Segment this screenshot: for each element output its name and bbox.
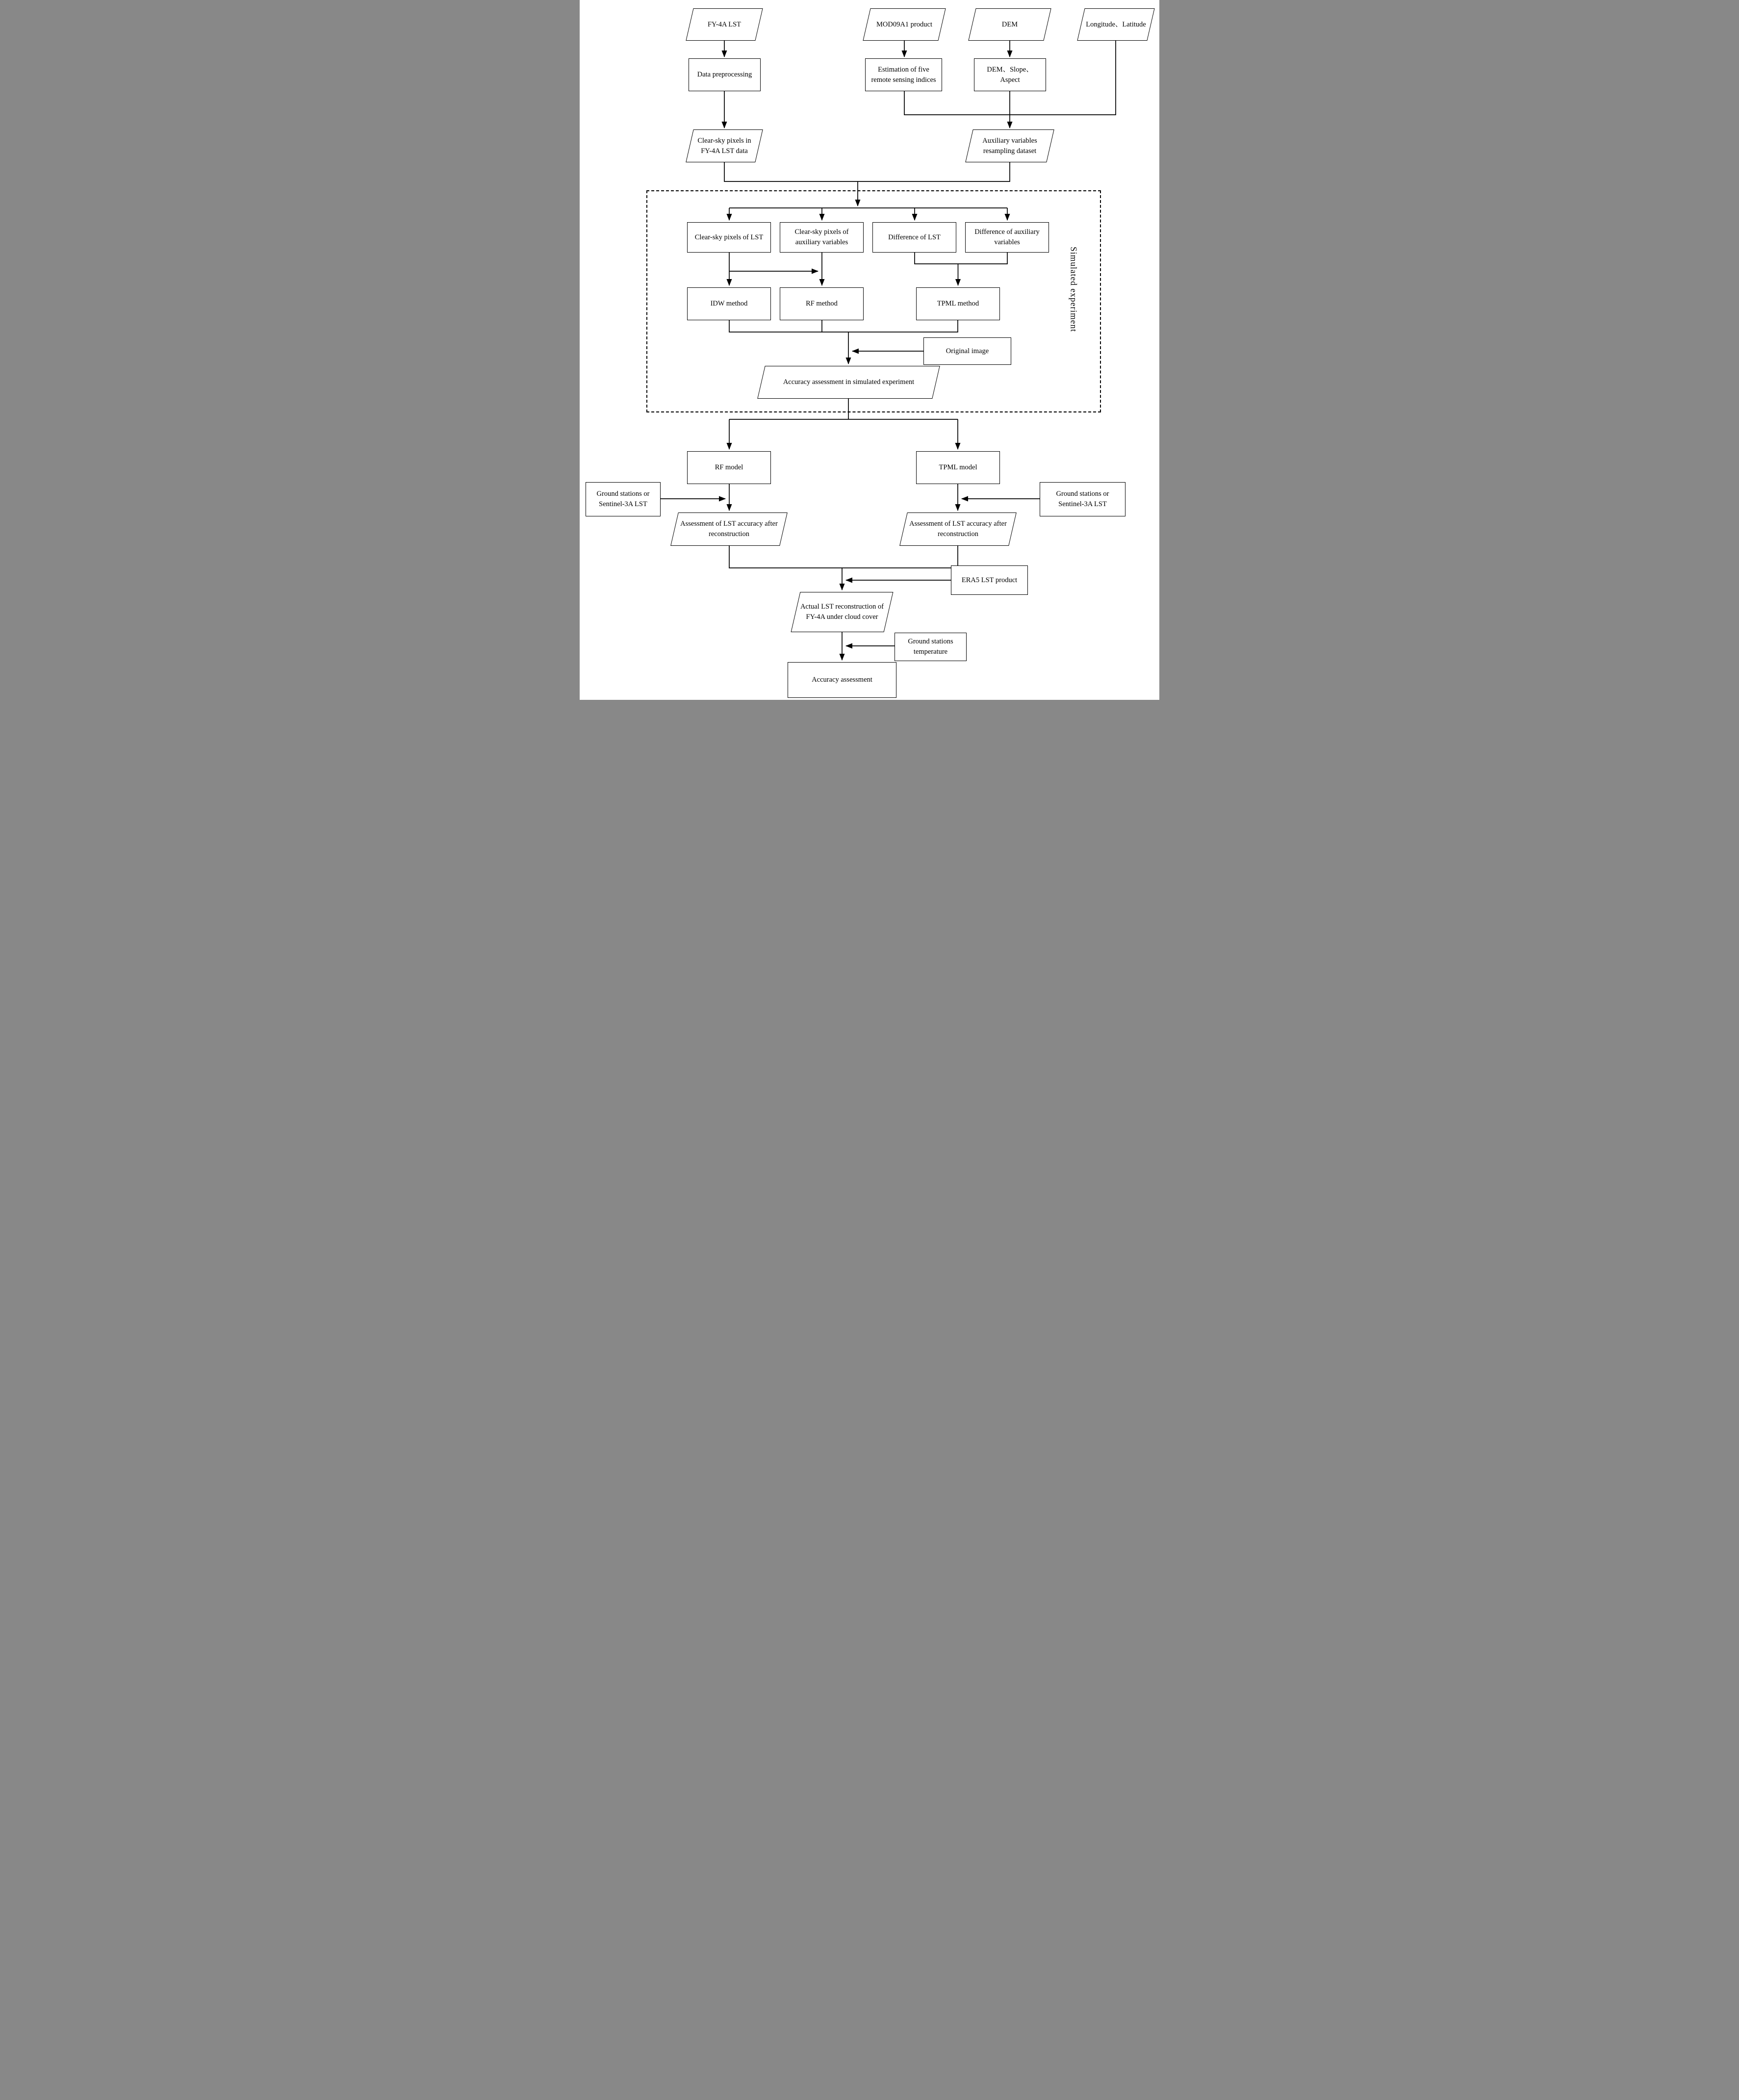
original-image-label: Original image — [946, 347, 989, 355]
auxiliary-resampling-label: Auxiliary variables resampling dataset — [982, 136, 1037, 155]
dem-slope-aspect — [974, 58, 1046, 91]
clear-sky-lst-label: Clear-sky pixels of LST — [694, 233, 764, 241]
estimation-indices — [865, 58, 942, 91]
ground-stations-left — [586, 482, 661, 516]
clear-sky-aux — [780, 222, 864, 253]
tpml-model — [916, 451, 1000, 484]
ground-temperature — [895, 633, 967, 661]
mod09a1-product-label: MOD09A1 product — [876, 20, 932, 28]
longitude-latitude-label: Longitude、Latitude — [1086, 20, 1146, 28]
simulated-experiment-label — [1064, 234, 1083, 344]
accuracy-simulated-label: Accuracy assessment in simulated experiment — [783, 378, 915, 386]
ground-stations-right — [1040, 482, 1125, 516]
data-preprocessing-label: Data preprocessing — [697, 71, 752, 79]
dem-label: DEM — [1001, 20, 1018, 28]
era5-product-label: ERA5 LST product — [961, 576, 1018, 584]
accuracy-assessment-label: Accuracy assessment — [812, 676, 872, 684]
rf-model-label: RF model — [715, 463, 743, 472]
assessment-right — [903, 512, 1013, 546]
accuracy-simulated — [761, 366, 936, 399]
tpml-model-label: TPML model — [939, 463, 977, 472]
rf-method — [780, 287, 864, 320]
mod09a1-product — [867, 8, 942, 41]
difference-lst — [872, 222, 956, 253]
ground-temperature-label: Ground stations temperature — [908, 638, 953, 656]
assessment-left-label: Assessment of LST accuracy after reconstruction — [680, 520, 778, 538]
rf-method-label: RF method — [806, 300, 838, 308]
rf-model — [687, 451, 771, 484]
data-preprocessing — [689, 58, 761, 91]
ground-stations-left-label: Ground stations or Sentinel-3A LST — [596, 490, 650, 508]
actual-reconstruction — [795, 592, 889, 632]
tpml-method — [916, 287, 1000, 320]
flowchart-canvas — [580, 0, 1159, 700]
estimation-indices-label: Estimation of five remote sensing indices — [871, 65, 936, 84]
assessment-left — [674, 512, 784, 546]
clear-sky-aux-label: Clear-sky pixels of auxiliary variables — [794, 228, 849, 246]
longitude-latitude — [1081, 8, 1151, 41]
auxiliary-resampling — [969, 129, 1050, 162]
era5-product — [951, 565, 1028, 595]
fy4a-lst-label: FY-4A LST — [707, 20, 742, 28]
clear-sky-lst — [687, 222, 771, 253]
idw-method-label: IDW method — [710, 300, 748, 308]
difference-aux-label: Difference of auxiliary variables — [974, 228, 1040, 246]
assessment-right-label: Assessment of LST accuracy after reconstruction — [909, 520, 1007, 538]
dem-slope-aspect-label: DEM、Slope、Aspect — [987, 65, 1033, 84]
difference-lst-label: Difference of LST — [888, 233, 941, 241]
original-image — [923, 337, 1011, 365]
difference-aux — [965, 222, 1049, 253]
clear-sky-fy4a-label: Clear-sky pixels in FY-4A LST data — [697, 136, 751, 155]
actual-reconstruction-label: Actual LST reconstruction of FY-4A under cloud cover — [800, 603, 884, 621]
tpml-method-label: TPML method — [937, 300, 979, 308]
accuracy-assessment — [788, 662, 896, 698]
simulated-experiment-label-label: Simulated experiment — [1069, 246, 1079, 333]
idw-method — [687, 287, 771, 320]
dem — [972, 8, 1048, 41]
clear-sky-fy4a — [690, 129, 759, 162]
ground-stations-right-label: Ground stations or Sentinel-3A LST — [1056, 490, 1109, 508]
fy4a-lst — [690, 8, 759, 41]
